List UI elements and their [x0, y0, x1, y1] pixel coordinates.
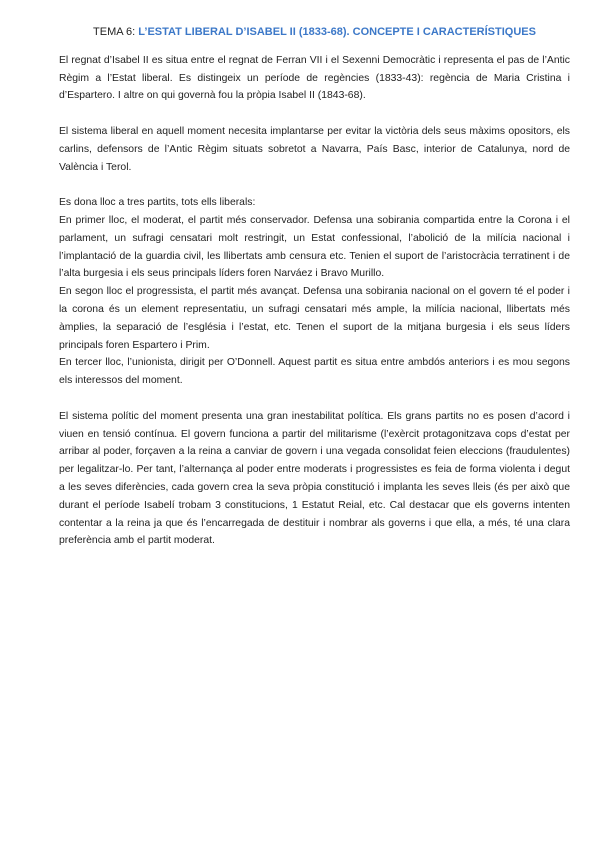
title-prefix: TEMA 6:: [93, 26, 139, 38]
paragraph-gap: [59, 176, 570, 194]
paragraph-gap: [59, 390, 570, 408]
paragraph-moderates: En primer lloc, el moderat, el partit més conservador. Defensa una sobirania compartida entre la Corona i el parlament, un sufragi censatari molt restringit, un Estat confessional, l’abolició de la milícia nacional i l’implantació de la guardia civil, les llibertats amb censura etc. Tenien el suport de l’aristocràcia terratinent i de l’alta burgesia i els seus principals líders foren Narváez i Bravo Murillo.: [59, 214, 570, 280]
paragraph-liberal-system: El sistema liberal en aquell moment necesita implantarse per evitar la victòria dels seus màxims opositors, els carlins, defensors de l’Antic Règim situats sobretot a Navarra, País Basc, interior de Catalunya, nord de València i Terol.: [59, 125, 570, 173]
document-title: [59, 24, 570, 42]
paragraph-three-parties: Es dona lloc a tres partits, tots ells liberals:: [59, 197, 256, 209]
title-main: L’ESTAT LIBERAL D’ISABEL II (1833-68). CONCEPTE I CARACTERÍSTIQUES: [138, 26, 536, 38]
paragraph-unionists: En tercer lloc, l’unionista, dirigit per O’Donnell. Aquest partit es situa entre ambdós anteriors i es mou segons els interessos del moment.: [59, 357, 570, 387]
document-page: [59, 24, 570, 550]
paragraph-instability: El sistema polític del moment presenta una gran inestabilitat política. Els grans partits no es posen d’acord i viuen en tensió contínua. El govern funciona a partir del militarisme (l’exèrcit protagonitzava cops d’estat per arribar al poder, forçaven a la reina a canviar de govern i una vegada consolidat feien eleccions (fraudulentes) per legalitzar-lo. Per tant, l’alternança al poder entre moderats i progressistes es feia de forma violenta i degut a les seves diferències, cada govern crea la seva pròpia constitució i implanta les seves lleis (és per això que durant el període Isabelí trobam 3 constitucions, 1 Estatut Reial, etc. Cal destacar que els governs intenten contentar a la reina ja que és l’encarregada de destituir i nombrar als governs i que ella, a més, té una clara preferència amb el partit moderat.: [59, 410, 570, 547]
paragraph-progressives: En segon lloc el progressista, el partit més avançat. Defensa una sobirania nacional on el govern té el poder i la corona és un element representatiu, un sufragi censatari més ample, la milícia nacional, llibertats més àmplies, la separació de l’església i l’estat, etc. Tenen el suport de la mitjana burgesia i els seus líders principals foren Espartero i Prim.: [59, 286, 570, 351]
paragraph-gap: [59, 105, 570, 123]
paragraph-intro: El regnat d’Isabel II es situa entre el regnat de Ferran VII i el Sexenni Democràtic i representa el pas de l’Antic Règim a l’Estat liberal. Es distingeix un període de regències (1833-43): regència de Maria Cristina i d’Espartero. I altre on qui governà fou la pròpia Isabel II (1843-68).: [59, 54, 570, 102]
